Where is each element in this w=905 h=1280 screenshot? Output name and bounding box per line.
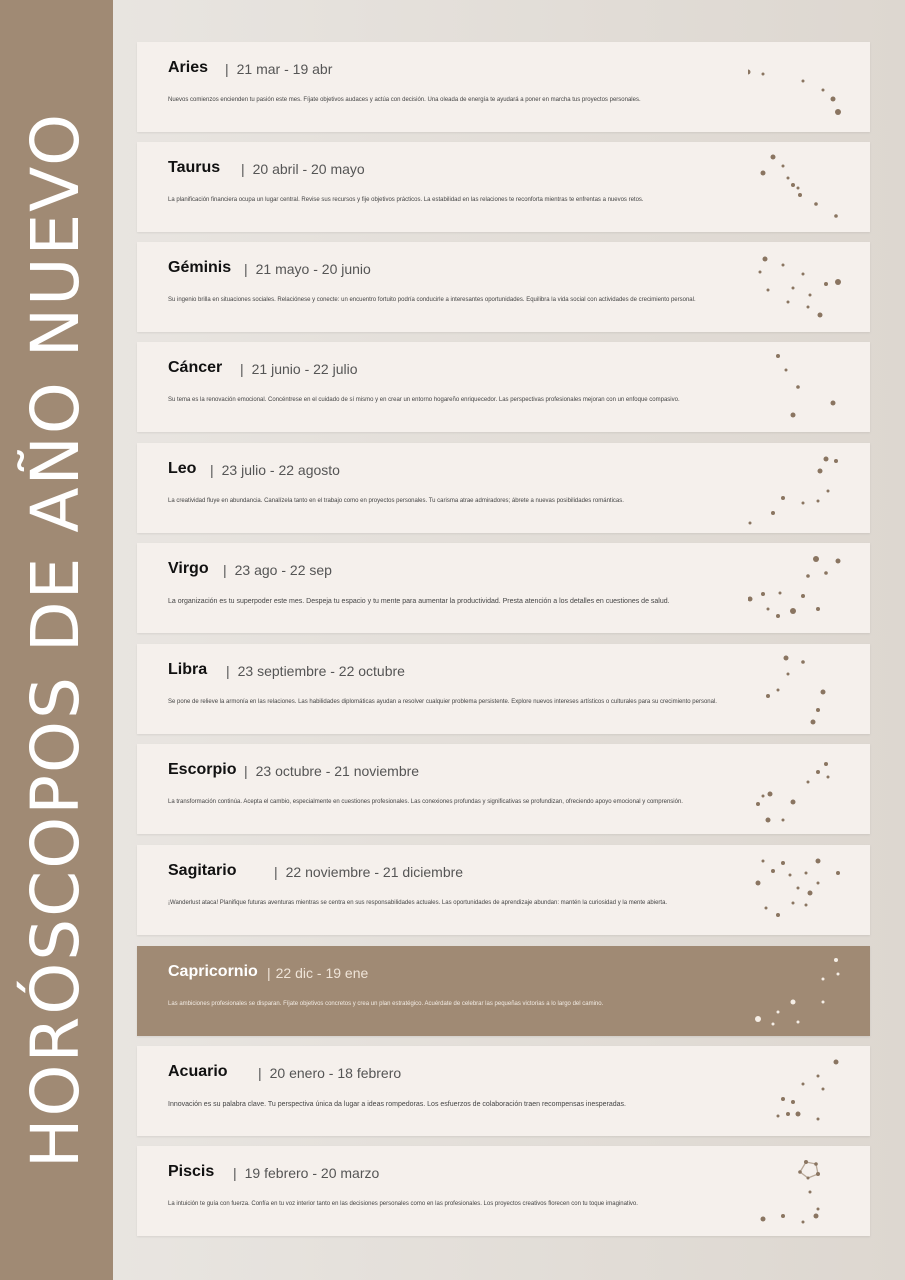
sign-name: Cáncer (168, 359, 223, 376)
libra-constellation-icon (748, 652, 848, 726)
sign-dates: | 23 julio - 22 agosto (210, 462, 340, 478)
virgo-constellation-icon (748, 551, 848, 625)
card-taurus (137, 142, 870, 232)
sign-name: Capricornio (168, 963, 258, 980)
sign-name: Leo (168, 460, 197, 477)
leo-constellation-icon (748, 451, 848, 525)
sign-description: ¡Wanderlust ataca! Planifique futuras aventuras mientras se centra en sus responsabilidades actuales. Las oportunidades de aprendizaje abundan: mantén la curiosidad y la mente abierta. (168, 900, 668, 906)
sign-description: La organización es tu superpoder este mes. Despeja tu espacio y tu mente para aumentar la productividad. Presta atención a los detalles en cuestiones de salud. (168, 598, 670, 605)
card-libra (137, 644, 870, 734)
sign-dates: | 22 dic - 19 ene (267, 965, 369, 981)
sign-description: Su tema es la renovación emocional. Concéntrese en el cuidado de sí mismo y en crear un entorno hogareño enriquecedor. Las perspectivas profesionales mejoran con un enfoque compasivo. (168, 397, 680, 403)
card-aries (137, 42, 870, 132)
sign-name: Escorpio (168, 761, 237, 778)
card-leo (137, 443, 870, 533)
sign-description: La transformación continúa. Acepta el cambio, especialmente en cuestiones profesionales. Las conexiones profundas y significativas se profundizan, ofreciendo apoyo emocional y comprensión. (168, 799, 683, 805)
sign-dates: | 21 mayo - 20 junio (244, 261, 371, 277)
card-cancer (137, 342, 870, 432)
sign-dates: | 22 noviembre - 21 diciembre (274, 864, 464, 880)
sign-description: La planificación financiera ocupa un lugar central. Revise sus recursos y fije objetivos prácticos. La estabilidad en las relaciones te reconforta mientras te enfrentas a nuevos retos. (168, 197, 644, 203)
sign-dates: | 21 mar - 19 abr (225, 61, 333, 77)
taurus-constellation-icon (748, 150, 848, 224)
card-capricornio (137, 946, 870, 1036)
sign-dates: | 21 junio - 22 julio (240, 361, 358, 377)
sign-description: La creatividad fluye en abundancia. Canalízela tanto en el trabajo como en proyectos personales. Tu carisma atrae admiradores; ábrete a nuevas posibilidades románticas. (168, 498, 624, 504)
card-escorpio (137, 744, 870, 834)
aries-constellation-icon (748, 50, 848, 124)
sagitario-constellation-icon (748, 853, 848, 927)
sign-name: Libra (168, 661, 208, 678)
sign-description: Su ingenio brilla en situaciones sociales. Relaciónese y conecte: un encuentro fortuito podría conducirle a interesantes oportunidades. Equilibra la vida social con actividades de crecimiento personal. (168, 297, 696, 303)
geminis-constellation-icon (748, 250, 848, 324)
sign-dates: | 23 ago - 22 sep (223, 562, 332, 578)
acuario-constellation-icon (748, 1054, 848, 1128)
cancer-constellation-icon (748, 350, 848, 424)
piscis-constellation-icon (748, 1154, 848, 1228)
sign-description: Innovación es su palabra clave. Tu perspectiva única da lugar a ideas rompedoras. Los esfuerzos de colaboración traen recompensas inesperadas. (168, 1101, 626, 1108)
sign-description: La intuición te guía con fuerza. Confía en tu voz interior tanto en las decisiones personales como en las profesionales. Los proyectos creativos florecen con tu toque imaginativo. (168, 1201, 638, 1207)
card-piscis (137, 1146, 870, 1236)
card-geminis (137, 242, 870, 332)
sign-description: Nuevos comienzos encienden tu pasión este mes. Fíjate objetivos audaces y actúa con decisión. Una oleada de energía te ayudará a poner en marcha tus proyectos personales. (168, 97, 641, 103)
sign-name: Aries (168, 59, 209, 76)
sign-name: Taurus (168, 159, 221, 176)
card-acuario (137, 1046, 870, 1136)
sign-dates: | 23 septiembre - 22 octubre (226, 663, 405, 679)
sign-description: Las ambiciones profesionales se disparan. Fíjate objetivos concretos y crea un plan estratégico. Acuérdate de celebrar las pequeñas victorias a lo largo del camino. (168, 1001, 604, 1007)
card-sagitario (137, 845, 870, 935)
sidebar-band (0, 0, 113, 1280)
sign-name: Sagitario (168, 862, 237, 879)
sign-dates: | 20 abril - 20 mayo (241, 161, 365, 177)
card-virgo (137, 543, 870, 633)
escorpio-constellation-icon (748, 752, 848, 826)
sign-name: Piscis (168, 1163, 215, 1180)
sign-name: Virgo (168, 560, 209, 577)
sign-dates: | 19 febrero - 20 marzo (233, 1165, 380, 1181)
capricornio-constellation-icon (748, 954, 848, 1028)
sign-description: Se pone de relieve la armonía en las relaciones. Las habilidades diplomáticas ayudan a resolver cualquier problema persistente. Explore nuevos intereses artísticos o culturales para su crecimiento personal. (168, 699, 717, 705)
sign-dates: | 23 octubre - 21 noviembre (244, 763, 420, 779)
page-title: HORÓSCOPOS DE AÑO NUEVO (17, 111, 94, 1169)
sign-dates: | 20 enero - 18 febrero (258, 1065, 402, 1081)
sign-name: Géminis (168, 259, 232, 276)
sign-name: Acuario (168, 1063, 228, 1080)
